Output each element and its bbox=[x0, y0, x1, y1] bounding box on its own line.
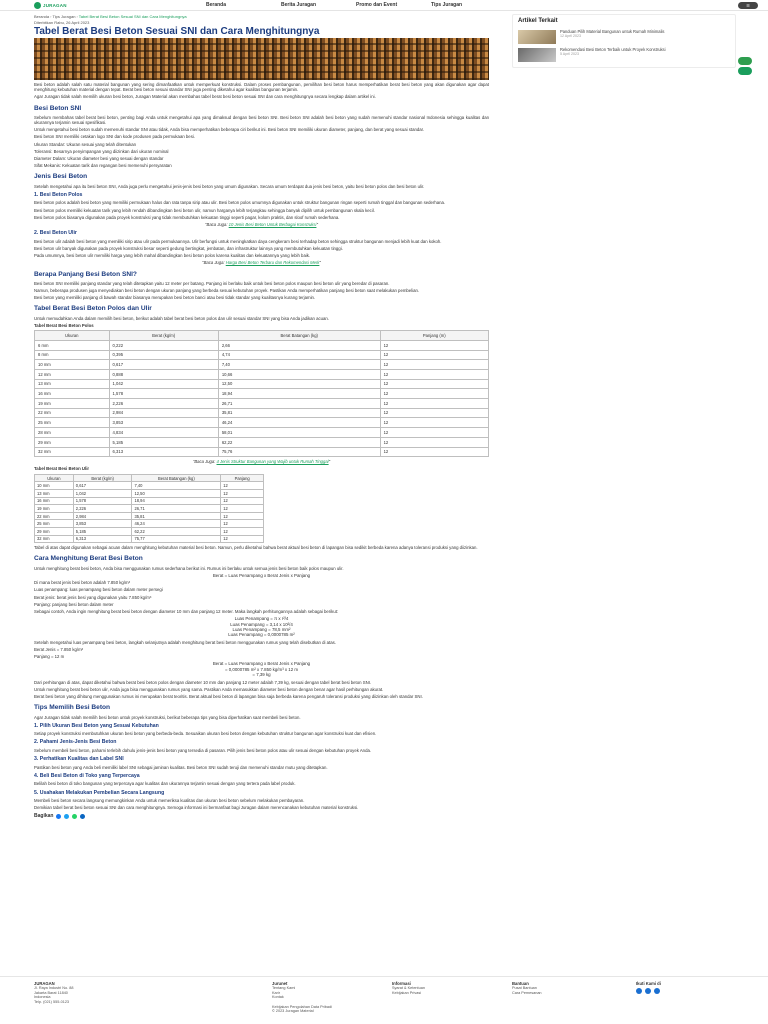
table-row bbox=[35, 505, 264, 513]
footer-brand: JURAGAN bbox=[34, 981, 55, 986]
table-cell: 12 bbox=[380, 428, 488, 438]
section-heading: Cara Menghitung Berat Besi Beton bbox=[34, 555, 143, 563]
table-cell: 6 mm bbox=[35, 340, 110, 350]
footer-link[interactable]: Kebijakan Privasi bbox=[392, 990, 422, 995]
paragraph: Tabel di atas dapat digunakan sebagai acuan dalam menghitung kebutuhan material besi beton. Namun, perlu diketahui bahwa berat aktual besi beton di lapangan bisa sedikit berbeda karena adanya toleransi produksi yang diizinkan. bbox=[34, 545, 478, 551]
nav-item-tips[interactable]: Tips Juragan bbox=[431, 2, 463, 8]
table-cell: 2,226 bbox=[109, 399, 218, 409]
table-cell: 3,853 bbox=[109, 418, 218, 428]
table-cell: 75,76 bbox=[218, 447, 380, 457]
intro-paragraph: Besi beton adalah salah satu material bangunan yang sering dimanfaatkan untuk memperkuat konstruksi. Dalam proses pembangunan, pemilihan besi beton harus memperhatikan berat besi beton yang akan digunakan agar dapat menghitung kebutuhan material dengan tepat. Berat besi beton sesuai standar SNI juga penting diketahui agar kualitas bangunan terjamin. bbox=[34, 82, 489, 93]
footer-address-line: Telp. (021) 555-0123 bbox=[34, 999, 70, 1004]
footer-col-title: Informasi bbox=[392, 981, 411, 986]
footer-link[interactable]: Cara Pemesanan bbox=[512, 990, 542, 995]
table-cell: 0,222 bbox=[109, 340, 218, 350]
related-title: Artikel Terkait bbox=[518, 18, 558, 24]
read-also-link[interactable]: 4 Jenis Struktur Bangunan yang Wajib untuk Rumah Tinggal bbox=[216, 459, 329, 465]
table-cell: 5,185 bbox=[109, 437, 218, 447]
paragraph: Namun, beberapa produsen juga menyediakan besi beton dengan ukuran panjang yang berbeda sesuai kebutuhan proyek. Pastikan Anda memperhatikan panjang besi beton saat melakukan pembelian. bbox=[34, 288, 420, 294]
share-bar bbox=[34, 813, 489, 819]
whatsapp-float-icon[interactable] bbox=[738, 57, 752, 65]
table-cell: 62,22 bbox=[132, 527, 221, 535]
publish-date: Diterbitkan Rabu, 26 April 2023 bbox=[34, 20, 90, 25]
footer-link[interactable]: Tentang Kami bbox=[272, 986, 296, 991]
table-cell: 26,71 bbox=[132, 505, 221, 513]
table-cell: 28 mm bbox=[35, 428, 110, 438]
formula-line: = 7,39 kg bbox=[252, 672, 271, 678]
page-title: Tabel Berat Besi Beton Sesuai SNI dan Cara Menghitungnya bbox=[34, 26, 320, 37]
table-cell: 12,50 bbox=[218, 379, 380, 389]
tip-text: Sebelum membeli besi beton, pahami terlebih dahulu jenis-jenis besi beton yang tersedia di pasaran. Pilih jenis besi beton polos atau ulir sesuai dengan kebutuhan proyek Anda. bbox=[34, 747, 372, 753]
table-cell: 12 bbox=[380, 370, 488, 380]
table-cell: 12 bbox=[221, 512, 264, 520]
related-articles bbox=[512, 14, 736, 68]
paragraph: Besi beton ulir banyak digunakan pada proyek konstruksi besar seperti gedung bertingkat, jembatan, dan infrastruktur lainnya yang membutuhkan kekuatan tinggi. bbox=[34, 245, 343, 251]
paragraph: Sebelum membahas tabel berat besi beton, penting bagi Anda untuk mengetahui apa yang dimaksud dengan besi beton SNI. Besi beton SNI adalah besi beton yang sudah memenuhi standar nasional Indonesia sehingga kualitas dan ukurannya terjamin sesuai spesifikasi. bbox=[34, 114, 489, 126]
table-cell: 12 bbox=[380, 379, 488, 389]
formula-block bbox=[34, 661, 489, 677]
paragraph: Besi beton polos adalah besi beton yang memiliki permukaan halus dan rata tanpa sirip atau ulir. Besi beton polos umumnya digunakan untuk struktur bangunan ringan seperti rumah tinggal dan bangunan sederhana. bbox=[34, 200, 446, 206]
footer-col bbox=[272, 982, 295, 1000]
footer-note bbox=[272, 1005, 332, 1014]
floating-buttons bbox=[738, 57, 752, 77]
read-also-box: "Baca Juga: Harga Besi Beton Terbaru dan Rekomendasi Merk" bbox=[202, 260, 321, 266]
brand-logo[interactable] bbox=[34, 2, 67, 9]
paragraph: Besi beton SNI memiliki cetakan logo SNI dan kode produsen pada permukaan besi. bbox=[34, 134, 195, 140]
related-item-title[interactable]: Rekomendasi Besi Beton Terbaik untuk Proyek Konstruksi bbox=[560, 46, 666, 52]
hero-image bbox=[34, 38, 489, 80]
table-row bbox=[35, 370, 489, 380]
table-cell: 12 bbox=[221, 527, 264, 535]
table-cell: 12 bbox=[221, 497, 264, 505]
table-cell: 18,94 bbox=[132, 497, 221, 505]
tip-text: Membeli besi beton secara langsung memungkinkan Anda untuk memeriksa kualitas dan ukuran besi beton sebelum melakukan pembayaran. bbox=[34, 798, 305, 804]
share-label: Bagikan bbox=[34, 813, 54, 820]
table-cell: 0,888 bbox=[109, 370, 218, 380]
twitter-share-icon[interactable] bbox=[64, 814, 69, 819]
table-cell: 2,984 bbox=[109, 408, 218, 418]
footer-col-title: Bantuan bbox=[512, 981, 529, 986]
tip-text: Belilah besi beton di toko bangunan yang terpercaya agar kualitas dan ukurannya terjamin sesuai dengan yang tertera pada label produk. bbox=[34, 781, 296, 787]
formula-line: = 0,0000785 m² x 7.850 kg/m³ x 12 m bbox=[224, 666, 299, 672]
table-cell: 35,81 bbox=[218, 408, 380, 418]
formula-line: Luas Penampang = 0,0000785 m² bbox=[228, 632, 295, 638]
tip-heading: 5. Usahakan Melakukan Pembelian Secara Langsung bbox=[34, 789, 165, 796]
related-thumbnail bbox=[518, 48, 556, 62]
table-cell: 6,313 bbox=[109, 447, 218, 457]
whatsapp-share-icon[interactable] bbox=[72, 814, 77, 819]
polos-header: Berat (kg/m) bbox=[109, 331, 218, 341]
main-nav bbox=[206, 2, 506, 8]
table-cell: 19 mm bbox=[35, 399, 110, 409]
youtube-icon[interactable] bbox=[654, 988, 660, 994]
table-row bbox=[35, 428, 489, 438]
table-row bbox=[35, 447, 489, 457]
table-cell: 0,617 bbox=[73, 482, 132, 490]
table-caption: Tabel Berat Besi Beton Ulir bbox=[34, 466, 90, 472]
table-cell: 12 bbox=[221, 535, 264, 543]
table-cell: 13 mm bbox=[35, 379, 110, 389]
table-cell: 62,22 bbox=[218, 437, 380, 447]
table-cell: 1,042 bbox=[73, 490, 132, 498]
paragraph: Untuk menghitung berat besi beton ulir, Anda juga bisa menggunakan rumus yang sama. Pastikan Anda memasukkan diameter besi beton dengan benar agar hasil perhitungan akurat. bbox=[34, 686, 384, 692]
footer-link[interactable]: Karir bbox=[272, 990, 281, 995]
read-also-prefix: Baca Juga: bbox=[194, 459, 216, 465]
table-cell: 12 bbox=[221, 482, 264, 490]
subsection-heading: 2. Besi Beton Ulir bbox=[34, 230, 77, 237]
table-row bbox=[35, 360, 489, 370]
value-line: Berat Jenis = 7.850 kg/m³ bbox=[34, 647, 84, 653]
paragraph: Besi beton yang memiliki panjang di bawah standar biasanya merupakan besi beton banci atau besi tidak standar yang kualitasnya kurang terjamin. bbox=[34, 295, 316, 301]
table-cell: 13 mm bbox=[35, 490, 74, 498]
paragraph: Pada umumnya, besi beton ulir memiliki harga yang lebih mahal dibandingkan besi beton polos karena kualitas dan kekuatannya yang lebih baik. bbox=[34, 253, 311, 259]
table-row bbox=[35, 527, 264, 535]
paragraph: Untuk menghitung berat besi beton, Anda bisa menggunakan rumus sederhana berikut ini. Rumus ini berlaku untuk semua jenis besi beton baik polos maupun ulir. bbox=[34, 565, 344, 571]
table-cell: 19 mm bbox=[35, 505, 74, 513]
table-besi-polos bbox=[34, 330, 489, 457]
article-main bbox=[34, 14, 489, 820]
table-cell: 2,66 bbox=[218, 340, 380, 350]
nav-item-berita[interactable]: Berita Juragan bbox=[281, 2, 317, 8]
table-cell: 12 bbox=[380, 437, 488, 447]
paragraph: Besi beton ulir adalah besi beton yang memiliki sirip atau ulir pada permukaannya. Ulir berfungsi untuk meningkatkan daya cengkeram besi terhadap beton sehingga struktur bangunan menjadi lebih kuat dan kokoh. bbox=[34, 238, 442, 244]
related-thumbnail bbox=[518, 30, 556, 44]
table-besi-ulir bbox=[34, 474, 264, 543]
chat-float-icon[interactable] bbox=[738, 67, 752, 75]
read-also-link[interactable]: 10 Jenis Besi Beton Untuk Berbagai Konstruksi bbox=[228, 222, 317, 228]
footer-col bbox=[512, 982, 542, 995]
paragraph: Besi beton polos memiliki kekuatan tarik yang lebih rendah dibandingkan besi beton ulir, namun harganya lebih terjangkau sehingga banyak dipilih untuk pembangunan skala kecil. bbox=[34, 207, 375, 213]
table-cell: 4,834 bbox=[109, 428, 218, 438]
paragraph: Agar Juragan tidak salah memilih besi beton untuk proyek konstruksi, berikut beberapa tips yang bisa diperhatikan saat membeli besi beton. bbox=[34, 714, 301, 720]
paragraph: Dari perhitungan di atas, dapat diketahui bahwa berat besi beton polos dengan diameter 10 mm dan panjang 12 meter adalah 7,39 kg, sesuai dengan tabel berat besi beton SNI. bbox=[34, 679, 372, 685]
table-cell: 12 bbox=[380, 340, 488, 350]
table-cell: 12,50 bbox=[132, 490, 221, 498]
ulir-header: Berat (kg/m) bbox=[73, 474, 132, 482]
table-cell: 18,94 bbox=[218, 389, 380, 399]
top-navbar bbox=[0, 0, 768, 11]
read-also-link[interactable]: Harga Besi Beton Terbaru dan Rekomendasi Merk bbox=[225, 260, 320, 266]
table-cell: 7,40 bbox=[218, 360, 380, 370]
table-cell: 12 bbox=[380, 418, 488, 428]
linkedin-share-icon[interactable] bbox=[80, 814, 85, 819]
table-cell: 25 mm bbox=[35, 520, 74, 528]
related-item-title[interactable]: Panduan Pilih Material Bangunan untuk Rumah Minimalis bbox=[560, 28, 665, 34]
intro-paragraph: Agar Juragan tidak salah memilih ukuran besi beton, Juragan Material akan membahas tabel berat besi beton sesuai SNI dan cara menghitungnya secara lengkap dalam artikel ini. bbox=[34, 94, 376, 100]
value-line: Panjang = 12 m bbox=[34, 654, 65, 660]
table-cell: 1,578 bbox=[109, 389, 218, 399]
site-footer bbox=[0, 976, 768, 1024]
table-cell: 12 bbox=[221, 490, 264, 498]
related-item-date: 5 April 2023 bbox=[560, 52, 579, 57]
table-cell: 12 bbox=[380, 350, 488, 360]
tip-text: Pastikan besi beton yang Anda beli memiliki label SNI sebagai jaminan kualitas. Besi beton SNI sudah teruji dan memenuhi standar mutu yang ditetapkan. bbox=[34, 764, 328, 770]
table-row bbox=[35, 418, 489, 428]
table-cell: 12 bbox=[380, 389, 488, 399]
paragraph: Untuk memudahkan Anda dalam memilih besi beton, berikut adalah tabel berat besi beton polos dan ulir sesuai standar SNI yang bisa Anda jadikan acuan. bbox=[34, 315, 329, 321]
table-row bbox=[35, 350, 489, 360]
table-row bbox=[35, 408, 489, 418]
footer-note-text[interactable]: Kebijakan Pengolahan Data Pribadi bbox=[272, 1005, 332, 1009]
table-cell: 0,617 bbox=[109, 360, 218, 370]
logo-text: JURAGAN bbox=[43, 2, 67, 8]
facebook-share-icon[interactable] bbox=[56, 814, 61, 819]
table-cell: 46,24 bbox=[218, 418, 380, 428]
list-item: Berat jenis: berat jenis besi yang digunakan yaitu 7.850 kg/m³ bbox=[34, 594, 152, 600]
tip-heading: 3. Perhatikan Kualitas dan Label SNI bbox=[34, 756, 124, 763]
section-heading: Tabel Berat Besi Beton Polos dan Ulir bbox=[34, 305, 152, 313]
table-cell: 3,853 bbox=[73, 520, 132, 528]
table-cell: 12 bbox=[221, 520, 264, 528]
ulir-header: Berat Batangan (kg) bbox=[132, 474, 221, 482]
footer-address-line: Jl. Raya Industri No. 88 bbox=[34, 986, 74, 991]
table-cell: 2,984 bbox=[73, 512, 132, 520]
paragraph: Untuk mengetahui besi beton sudah memenuhi standar SNI atau tidak, Anda bisa memperhatikan beberapa ciri berikut ini. Besi beton SNI memiliki ukuran diameter, panjang, dan berat yang sesuai standar. bbox=[34, 127, 425, 133]
table-row bbox=[35, 520, 264, 528]
footer-col bbox=[392, 982, 425, 995]
table-cell: 25 mm bbox=[35, 418, 110, 428]
closing-paragraph: Demikian tabel berat besi beton sesuai SNI dan cara menghitungnya. Semoga informasi ini bermanfaat bagi Juragan dalam merencanakan kebutuhan material konstruksi. bbox=[34, 805, 359, 811]
list-item: Di mana berat jenis besi beton adalah 7.850 kg/m³ bbox=[34, 580, 131, 586]
footer-social bbox=[636, 982, 661, 994]
footer-link[interactable]: Pusat Bantuan bbox=[512, 986, 537, 991]
tip-text: Setiap proyek konstruksi membutuhkan ukuran besi beton yang berbeda-beda. Sesuaikan ukuran besi beton dengan kebutuhan struktur bangunan agar konstruksi kuat dan efisien. bbox=[34, 731, 377, 737]
table-cell: 46,24 bbox=[132, 520, 221, 528]
read-also-prefix: Baca Juga: bbox=[203, 260, 225, 266]
table-cell: 75,77 bbox=[132, 535, 221, 543]
list-item: Diameter Dalam: Ukuran diameter besi yang sesuai dengan standar bbox=[34, 156, 164, 162]
instagram-icon[interactable] bbox=[645, 988, 651, 994]
table-cell: 8 mm bbox=[35, 350, 110, 360]
table-caption: Tabel Berat Besi Beton Polos bbox=[34, 322, 94, 328]
ulir-header: Panjang bbox=[221, 474, 264, 482]
breadcrumb-current: Tabel Berat Besi Beton Sesuai SNI dan Cara Menghitungnya bbox=[78, 14, 187, 19]
tip-heading: 2. Pahami Jenis-Jenis Besi Beton bbox=[34, 739, 117, 746]
section-heading: Besi Beton SNI bbox=[34, 104, 82, 112]
table-cell: 12 bbox=[221, 505, 264, 513]
paragraph: Setelah mengetahui luas penampang besi beton, langkah selanjutnya adalah menghitung berat besi beton menggunakan rumus yang telah disebutkan di atas. bbox=[34, 639, 336, 645]
table-cell: 12 bbox=[380, 408, 488, 418]
paragraph: Sebagai contoh, Anda ingin menghitung berat besi beton dengan diameter 10 mm dan panjang 12 meter. Maka langkah perhitungannya adalah sebagai berikut: bbox=[34, 609, 339, 615]
breadcrumb-home[interactable]: Beranda bbox=[34, 14, 50, 19]
table-cell: 29 mm bbox=[35, 437, 110, 447]
polos-header: Panjang (m) bbox=[380, 331, 488, 341]
table-cell: 22 mm bbox=[35, 408, 110, 418]
section-heading: Jenis Besi Beton bbox=[34, 173, 88, 181]
table-cell: 32 mm bbox=[35, 535, 74, 543]
subsection-heading: 1. Besi Beton Polos bbox=[34, 191, 83, 198]
table-cell: 26,71 bbox=[218, 399, 380, 409]
footer-address bbox=[34, 982, 73, 1004]
nav-item-beranda[interactable]: Beranda bbox=[206, 2, 227, 8]
table-row bbox=[35, 389, 489, 399]
logo-mark-icon bbox=[34, 2, 41, 9]
footer-link[interactable]: Kontak bbox=[272, 995, 284, 1000]
table-cell: 7,40 bbox=[132, 482, 221, 490]
related-item-date: 12 April 2023 bbox=[560, 34, 581, 39]
section-heading: Tips Memilih Besi Beton bbox=[34, 704, 111, 712]
list-item: Toleransi: Besarnya penyimpangan yang diizinkan dari ukuran nominal bbox=[34, 148, 169, 154]
table-cell: 12 bbox=[380, 399, 488, 409]
paragraph: Berat besi beton yang dihitung menggunakan rumus ini merupakan berat teoritis. Berat aktual besi beton di lapangan bisa saja berbeda karena pengaruh toleransi produksi yang diizinkan oleh standar SNI. bbox=[34, 694, 423, 700]
table-row bbox=[35, 482, 264, 490]
breadcrumb: Beranda›Tips Juragan›Tabel Berat Besi Beton Sesuai SNI dan Cara Menghitungnya bbox=[34, 14, 187, 19]
list-item: Panjang: panjang besi beton dalam meter bbox=[34, 601, 114, 607]
nav-item-promo[interactable]: Promo dan Event bbox=[356, 2, 398, 8]
table-cell: 1,042 bbox=[109, 379, 218, 389]
table-cell: 35,81 bbox=[132, 512, 221, 520]
table-cell: 32 mm bbox=[35, 447, 110, 457]
table-cell: 5,185 bbox=[73, 527, 132, 535]
read-also-box: "Baca Juga: 10 Jenis Besi Beton Untuk Berbagai Konstruksi" bbox=[205, 222, 318, 228]
formula-line: Luas Penampang = π x r²/4 bbox=[234, 616, 289, 622]
table-cell: 0,395 bbox=[109, 350, 218, 360]
related-item[interactable] bbox=[518, 48, 730, 62]
polos-header: Ukuran bbox=[35, 331, 110, 341]
table-cell: 6,313 bbox=[73, 535, 132, 543]
table-cell: 1,578 bbox=[73, 497, 132, 505]
tip-heading: 1. Pilih Ukuran Besi Beton yang Sesuai Kebutuhan bbox=[34, 722, 159, 729]
table-cell: 12 bbox=[380, 360, 488, 370]
table-row bbox=[35, 399, 489, 409]
formula-line: Luas Penampang = 3,14 x 10²/4 bbox=[230, 621, 293, 627]
list-item: Sifat Mekanis: Kekuatan tarik dan regangan besi memenuhi persyaratan bbox=[34, 163, 172, 169]
paragraph: Besi beton SNI memiliki panjang standar yang telah ditetapkan yaitu 12 meter per batang. Panjang ini berlaku baik untuk besi beton polos maupun besi beton ulir yang beredar di pasaran. bbox=[34, 280, 390, 286]
table-row bbox=[35, 512, 264, 520]
table-row bbox=[35, 490, 264, 498]
table-cell: 12 mm bbox=[35, 370, 110, 380]
table-row bbox=[35, 379, 489, 389]
list-item: Ukuran Standar: Ukuran sesuai yang telah ditentukan bbox=[34, 141, 136, 147]
table-cell: 12 bbox=[380, 447, 488, 457]
table-cell: 16 mm bbox=[35, 389, 110, 399]
table-row bbox=[35, 340, 489, 350]
tip-heading: 4. Beli Besi Beton di Toko yang Terpercaya bbox=[34, 772, 140, 779]
footer-link[interactable]: Syarat & Ketentuan bbox=[392, 986, 425, 991]
table-row bbox=[35, 437, 489, 447]
table-cell: 2,226 bbox=[73, 505, 132, 513]
table-cell: 4,74 bbox=[218, 350, 380, 360]
footer-address-line: Indonesia bbox=[34, 995, 51, 1000]
footer-copyright: © 2023 Juragan Material bbox=[272, 1009, 314, 1014]
polos-header: Berat Batangan (kg) bbox=[218, 331, 380, 341]
table-cell: 10 mm bbox=[35, 482, 74, 490]
paragraph: Besi beton polos biasanya digunakan pada proyek konstruksi yang tidak membutuhkan kekuatan tinggi seperti pagar, kolom praktis, dan sloof rumah sederhana. bbox=[34, 214, 340, 220]
facebook-icon[interactable] bbox=[636, 988, 642, 994]
table-row bbox=[35, 497, 264, 505]
formula: Berat = Luas Penampang x Berat Jenis x Panjang bbox=[212, 572, 311, 578]
read-also-box: "Baca Juga: 4 Jenis Struktur Bangunan yang Wajib untuk Rumah Tinggal" bbox=[192, 459, 331, 465]
list-item: Luas penampang: luas penampang besi beton dalam meter persegi bbox=[34, 587, 163, 593]
account-button[interactable]: ☰ bbox=[738, 2, 758, 9]
table-cell: 58,01 bbox=[218, 428, 380, 438]
read-also-prefix: Baca Juga: bbox=[206, 222, 228, 228]
formula-line: Luas Penampang = 78,5 mm² bbox=[232, 627, 291, 633]
formula-block bbox=[34, 616, 489, 638]
footer-social-title: Ikuti Kami di bbox=[636, 981, 661, 986]
ulir-header: Ukuran bbox=[35, 474, 74, 482]
related-item[interactable] bbox=[518, 30, 730, 44]
table-cell: 10,66 bbox=[218, 370, 380, 380]
breadcrumb-section[interactable]: Tips Juragan bbox=[52, 14, 76, 19]
formula-line: Berat = Luas Penampang x Berat Jenis x Panjang bbox=[212, 661, 311, 667]
paragraph: Setelah mengetahui apa itu besi beton SNI, Anda juga perlu mengetahui jenis-jenis besi beton yang umum digunakan. Secara umum terdapat dua jenis besi beton, yaitu besi beton polos dan besi beton ulir. bbox=[34, 183, 425, 189]
footer-col-title: Jurunet bbox=[272, 981, 288, 986]
table-cell: 29 mm bbox=[35, 527, 74, 535]
footer-address-line: Jakarta Barat 11840 bbox=[34, 990, 68, 995]
section-heading: Berapa Panjang Besi Beton SNI? bbox=[34, 270, 137, 278]
table-cell: 22 mm bbox=[35, 512, 74, 520]
table-cell: 16 mm bbox=[35, 497, 74, 505]
table-row bbox=[35, 535, 264, 543]
table-cell: 10 mm bbox=[35, 360, 110, 370]
